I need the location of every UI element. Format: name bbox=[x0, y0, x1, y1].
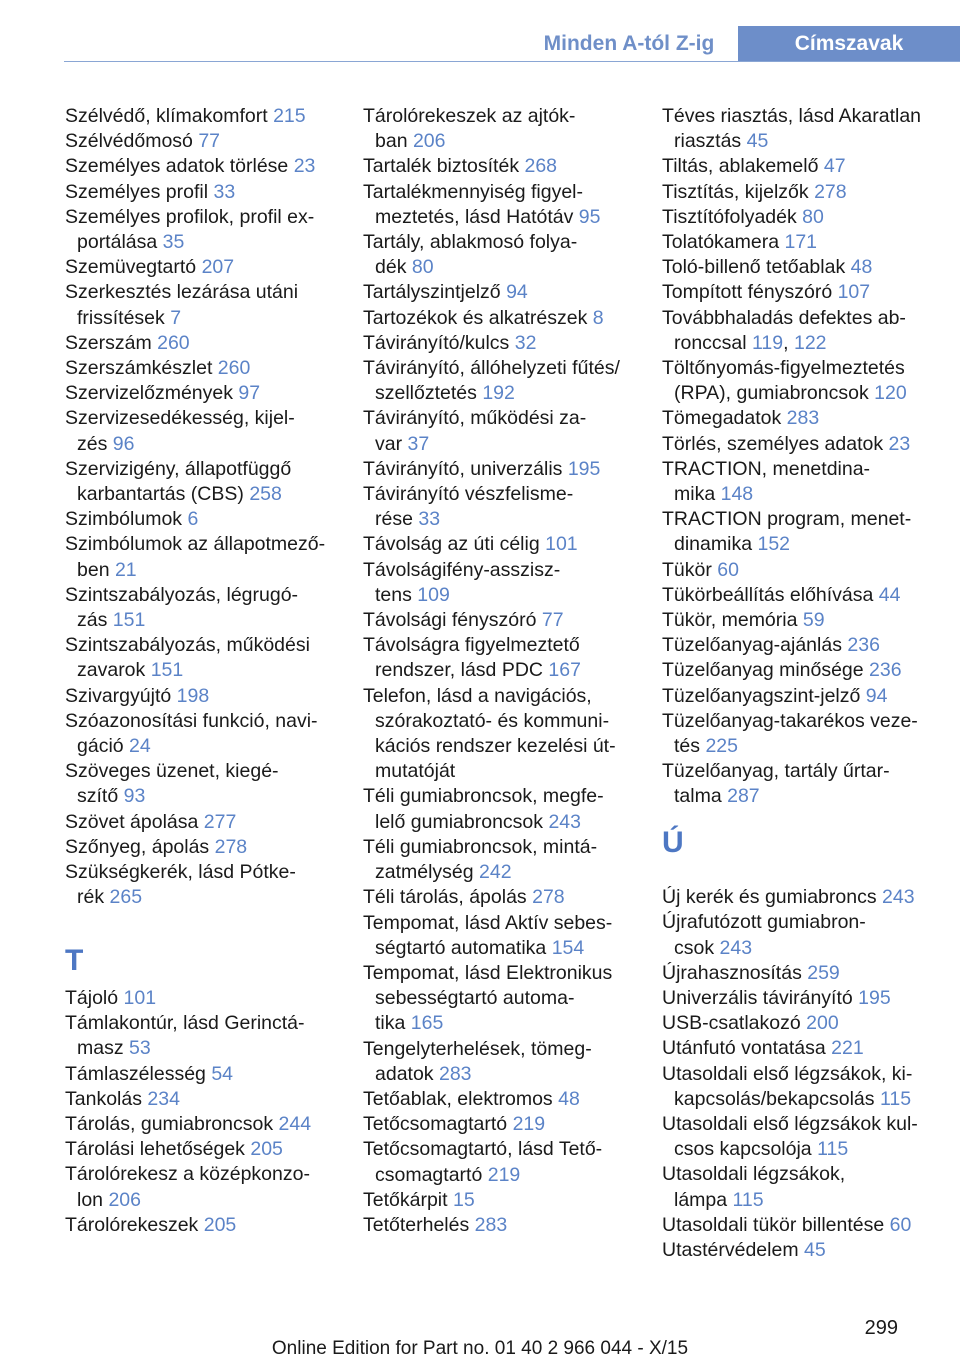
page-link[interactable]: 33 bbox=[213, 180, 236, 203]
index-entry bbox=[65, 759, 357, 809]
index-entry bbox=[65, 1011, 357, 1061]
index-term: Toló-billenő tetőablak bbox=[662, 256, 851, 279]
page-link[interactable]: 259 bbox=[807, 961, 840, 984]
index-entry bbox=[662, 1213, 954, 1238]
page-link[interactable]: 283 bbox=[474, 1213, 508, 1236]
page-link[interactable]: 37 bbox=[407, 432, 430, 455]
index-entry bbox=[363, 104, 655, 154]
page-number: 299 bbox=[864, 1317, 898, 1339]
page-link[interactable]: 192 bbox=[482, 382, 515, 405]
index-entry bbox=[363, 1188, 655, 1213]
index-entry bbox=[363, 532, 655, 557]
index-entry bbox=[65, 180, 357, 205]
page-link[interactable]: 96 bbox=[112, 432, 135, 455]
page-link[interactable]: 60 bbox=[717, 558, 739, 581]
index-term: Tartalékmennyiség figyel‐ meztetés, lásd Hatótáv bbox=[363, 180, 584, 228]
index-term: Tömegadatok bbox=[662, 407, 787, 430]
page-link[interactable]: 97 bbox=[238, 382, 261, 405]
page-link[interactable]: 221 bbox=[831, 1037, 864, 1060]
index-term: Telefon, lásd a navigációs, szórakoztató- és kommuni‐ kációs rendszer kezelési út‐ mutatóját bbox=[363, 684, 616, 783]
page-link[interactable]: 93 bbox=[123, 785, 146, 808]
index-entry bbox=[65, 331, 357, 356]
index-entry bbox=[662, 154, 954, 179]
index-term: Téli gumiabroncsok, megfe‐ lelő gumiabroncsok bbox=[363, 785, 604, 833]
page-link[interactable]: 195 bbox=[858, 987, 891, 1009]
index-entry bbox=[363, 1037, 655, 1087]
page-link[interactable]: 48 bbox=[558, 1087, 580, 1110]
index-term: Tükörbeállítás előhívása bbox=[662, 583, 879, 606]
page-link[interactable]: 45 bbox=[803, 1239, 826, 1262]
index-term: USB-csatlakozó bbox=[662, 1012, 807, 1035]
page-link[interactable]: 7 bbox=[170, 306, 182, 329]
index-entry bbox=[65, 860, 357, 910]
page-link[interactable]: 278 bbox=[532, 886, 565, 909]
page-link[interactable]: 243 bbox=[882, 886, 915, 909]
page-link[interactable]: 219 bbox=[487, 1163, 521, 1186]
header-rule bbox=[64, 61, 960, 62]
index-term: Újrafutózott gumiabron‐ csok bbox=[662, 911, 866, 959]
page-link[interactable]: 234 bbox=[147, 1087, 180, 1110]
index-term: Tisztítófolyadék bbox=[662, 205, 803, 228]
index-entry bbox=[65, 457, 357, 507]
page-link[interactable]: 120 bbox=[874, 382, 907, 405]
page-link[interactable]: 151 bbox=[112, 609, 146, 632]
page-link[interactable]: 77 bbox=[198, 130, 221, 153]
index-entry bbox=[65, 104, 357, 129]
index-term: Távirányító vészfelisme‐ rése bbox=[363, 483, 574, 531]
index-entry bbox=[363, 684, 655, 785]
index-term: TRACTION program, menet‐ dinamika bbox=[662, 508, 912, 556]
index-entry bbox=[363, 558, 655, 608]
page-link[interactable]: 154 bbox=[551, 936, 585, 959]
page-link[interactable]: 167 bbox=[548, 659, 581, 682]
index-entry bbox=[363, 180, 655, 230]
index-entry bbox=[65, 835, 357, 860]
index-term: Támlaszélesség bbox=[65, 1062, 212, 1085]
index-entry bbox=[662, 1011, 954, 1036]
index-entry bbox=[662, 1162, 954, 1212]
page-link[interactable]: 198 bbox=[176, 684, 210, 707]
index-term: Szövet ápolása bbox=[65, 810, 204, 833]
index-entry bbox=[662, 759, 954, 809]
index-entry bbox=[662, 709, 954, 759]
index-entry bbox=[662, 684, 954, 709]
index-entry bbox=[363, 835, 655, 885]
page-link[interactable]: 23 bbox=[888, 432, 911, 455]
page-link[interactable]: 244 bbox=[278, 1113, 312, 1136]
page-link[interactable]: 77 bbox=[541, 609, 564, 632]
index-entry bbox=[363, 1137, 655, 1187]
index-term: Támlakontúr, lásd Gerinctá‐ masz bbox=[65, 1012, 305, 1060]
index-entry bbox=[662, 457, 954, 507]
index-term: Törlés, személyes adatok bbox=[662, 432, 889, 455]
page-link[interactable]: 206 bbox=[108, 1188, 141, 1211]
index-entry bbox=[65, 381, 357, 406]
page-link[interactable]: 219 bbox=[512, 1113, 546, 1136]
page-link[interactable]: 21 bbox=[114, 558, 137, 581]
index-entry: Továbbhaladás defektes ab‐ ronccsal 119, 122 bbox=[662, 306, 906, 354]
index-term: Szerszám bbox=[65, 331, 158, 354]
page-link[interactable]: 278 bbox=[814, 180, 847, 203]
index-term: Tartozékok és alkatrészek bbox=[363, 306, 593, 329]
index-term: Személyes profil bbox=[65, 180, 214, 203]
index-entry bbox=[662, 1238, 954, 1263]
page-link[interactable]: 278 bbox=[214, 835, 248, 858]
page-link[interactable]: 47 bbox=[823, 155, 846, 178]
index-term: Utasoldali légzsákok, lámpa bbox=[662, 1163, 846, 1211]
index-term: Szőnyeg, ápolás bbox=[65, 835, 215, 858]
index-term: Téves riasztás, lásd Akaratlan riasztás bbox=[662, 105, 922, 153]
page-link[interactable]: 206 bbox=[412, 130, 446, 153]
page-link[interactable]: 24 bbox=[129, 735, 151, 758]
index-term: Távolságra figyelmeztető rendszer, lásd PDC bbox=[363, 634, 580, 682]
page-link[interactable]: 94 bbox=[865, 684, 888, 707]
index-term: Szervizelőzmények bbox=[65, 382, 239, 405]
index-entry bbox=[363, 911, 655, 961]
index-entry bbox=[65, 1112, 357, 1137]
index-entry bbox=[363, 1213, 655, 1238]
index-entry bbox=[662, 432, 954, 457]
page-link[interactable]: 32 bbox=[514, 331, 537, 354]
index-term: Tárolórekesz a középkonzo‐ lon bbox=[65, 1163, 310, 1211]
index-entry bbox=[363, 608, 655, 633]
page-link[interactable]: 260 bbox=[157, 331, 190, 354]
index-term: Tempomat, lásd Elektronikus sebességtartó automa‐ tika bbox=[363, 961, 613, 1035]
index-entry bbox=[65, 507, 357, 532]
page-link[interactable]: 236 bbox=[847, 634, 880, 657]
index-column-1 bbox=[65, 104, 357, 1238]
index-entry bbox=[662, 633, 954, 658]
index-entry bbox=[363, 406, 655, 456]
index-term: Tisztítás, kijelzők bbox=[662, 180, 815, 203]
index-column-2 bbox=[363, 104, 655, 1238]
index-entry bbox=[662, 583, 954, 608]
tab-index[interactable]: Minden A-tól Z-ig bbox=[543, 32, 715, 55]
index-entry bbox=[65, 684, 357, 709]
index-term: Utasoldali első légzsákok, ki‐ kapcsolás/bekapcsolás bbox=[662, 1062, 913, 1110]
index-term: Szélvédő, klímakomfort bbox=[65, 105, 274, 127]
index-term: Távolsági fényszóró bbox=[363, 609, 542, 632]
index-term: Tiltás, ablakemelő bbox=[662, 155, 824, 178]
page-link[interactable]: 109 bbox=[417, 583, 450, 606]
index-entry bbox=[65, 1213, 357, 1238]
index-entry bbox=[363, 961, 655, 1037]
index-term: Tartályszintjelző bbox=[363, 281, 507, 304]
index-term: Tolatókamera bbox=[662, 231, 785, 254]
page-link[interactable]: 258 bbox=[249, 483, 282, 506]
index-entry bbox=[662, 230, 954, 255]
index-entry bbox=[65, 1062, 357, 1087]
index-entry bbox=[662, 910, 954, 960]
page-link[interactable]: 45 bbox=[746, 130, 769, 153]
index-entry bbox=[662, 205, 954, 230]
page-link[interactable]: 171 bbox=[784, 231, 818, 254]
index-column-3 bbox=[662, 104, 954, 1263]
index-entry bbox=[65, 129, 357, 154]
index-entry bbox=[363, 230, 655, 280]
page-link[interactable]: 53 bbox=[129, 1037, 151, 1060]
index-entry bbox=[65, 1137, 357, 1162]
page-link[interactable]: 242 bbox=[479, 861, 512, 884]
index-entry bbox=[662, 406, 954, 431]
index-term: Továbbhaladás defektes ab‐ ronccsal bbox=[662, 306, 906, 354]
index-term: Tetőkárpit bbox=[363, 1188, 453, 1211]
index-entry bbox=[65, 583, 357, 633]
index-entry bbox=[363, 784, 655, 834]
index-entry bbox=[363, 280, 655, 305]
index-term: Távolság az úti célig bbox=[363, 533, 546, 556]
index-entry bbox=[662, 885, 954, 910]
index-entry bbox=[662, 180, 954, 205]
index-term: Új kerék és gumiabroncs bbox=[662, 886, 883, 909]
index-term: Téli gumiabroncsok, mintá‐ zatmélység bbox=[363, 835, 598, 884]
page-link[interactable]: 268 bbox=[524, 155, 558, 178]
index-term: Tüzelőanyag-takarékos veze‐ tés bbox=[662, 709, 918, 758]
page-link[interactable]: 243 bbox=[548, 810, 581, 833]
page-link[interactable]: 101 bbox=[123, 987, 157, 1009]
page-link[interactable]: 265 bbox=[109, 886, 143, 909]
index-term: Tetőcsomagtartó bbox=[363, 1113, 513, 1136]
page-link[interactable]: 107 bbox=[837, 281, 871, 304]
index-entry bbox=[662, 1036, 954, 1061]
index-entry bbox=[363, 885, 655, 910]
index-entry bbox=[662, 356, 954, 406]
index-term: Szerkesztés lezárása utáni frissítések bbox=[65, 281, 299, 329]
index-term: Tükör, memória bbox=[662, 609, 803, 632]
section-letter-heading: Ú bbox=[662, 825, 684, 859]
page-link[interactable]: 283 bbox=[438, 1062, 472, 1085]
index-entry bbox=[662, 280, 954, 305]
page-link[interactable]: 95 bbox=[578, 205, 601, 228]
index-term: Szöveges üzenet, kiegé‐ szítő bbox=[65, 760, 279, 808]
index-entry bbox=[662, 986, 954, 1011]
index-term: Szivargyújtó bbox=[65, 684, 177, 707]
index-term: Újrahasznosítás bbox=[662, 961, 808, 984]
index-entry bbox=[662, 558, 954, 583]
index-term: Távirányító/kulcs bbox=[363, 331, 515, 354]
index-term: Tartalék biztosíték bbox=[363, 155, 525, 178]
index-entry bbox=[65, 986, 357, 1011]
index-entry bbox=[65, 205, 357, 255]
footer-edition: Online Edition for Part no. 01 40 2 966 044 - X/15 bbox=[271, 1338, 689, 1359]
index-entry bbox=[662, 104, 954, 154]
index-term: Téli tárolás, ápolás bbox=[363, 886, 533, 909]
index-entry bbox=[65, 356, 357, 381]
page-link[interactable]: 59 bbox=[802, 609, 825, 632]
index-term: Tempomat, lásd Aktív sebes‐ ségtartó automatika bbox=[363, 911, 613, 959]
page-link[interactable]: 283 bbox=[786, 407, 820, 430]
page-link[interactable]: 277 bbox=[203, 810, 237, 833]
index-entry bbox=[662, 608, 954, 633]
index-term: Tükör bbox=[662, 558, 718, 581]
page-link[interactable]: 60 bbox=[889, 1213, 912, 1236]
page-link[interactable]: 8 bbox=[592, 306, 604, 329]
index-term: Szélvédőmosó bbox=[65, 130, 199, 153]
page-link[interactable]: 236 bbox=[869, 659, 902, 682]
index-term: TRACTION, menetdina‐ mika bbox=[662, 457, 871, 506]
index-term: Személyes profilok, profil ex‐ portálása bbox=[65, 205, 315, 254]
index-term: Tartály, ablakmosó folya‐ dék bbox=[363, 231, 578, 279]
index-term: Univerzális távirányító bbox=[662, 987, 859, 1009]
index-term: Tüzelőanyag, tartály űrtar‐ talma bbox=[662, 760, 890, 808]
index-term: Szerszámkészlet bbox=[65, 357, 218, 380]
page-link[interactable]: 260 bbox=[217, 357, 251, 380]
index-entry bbox=[65, 154, 357, 179]
index-entry bbox=[363, 1087, 655, 1112]
page-link[interactable]: 35 bbox=[162, 231, 185, 254]
index-term: Távirányító, működési za‐ var bbox=[363, 407, 587, 455]
page-link[interactable]: 94 bbox=[506, 281, 528, 304]
page-link[interactable]: 119 bbox=[752, 331, 784, 354]
index-term: Tankolás bbox=[65, 1087, 148, 1110]
index-entry bbox=[662, 961, 954, 986]
index-entry bbox=[65, 280, 357, 330]
page-link[interactable]: 152 bbox=[757, 533, 791, 556]
page-link[interactable]: 200 bbox=[806, 1012, 839, 1035]
index-entry bbox=[363, 306, 655, 331]
page-link[interactable]: 6 bbox=[187, 508, 199, 531]
index-entry bbox=[662, 1062, 954, 1112]
index-entry bbox=[662, 1112, 954, 1162]
index-term: Szervizigény, állapotfüggő karbantartás (CBS) bbox=[65, 457, 292, 506]
index-term: Tüzelőanyag-ajánlás bbox=[662, 634, 848, 657]
index-term: Távolságifény-asszisz‐ tens bbox=[363, 558, 561, 606]
page-link[interactable]: 205 bbox=[203, 1213, 237, 1236]
index-term: Tetőablak, elektromos bbox=[363, 1087, 559, 1110]
page-link[interactable]: 80 bbox=[802, 205, 824, 228]
page-link[interactable]: 115 bbox=[879, 1087, 912, 1110]
page-link[interactable]: 54 bbox=[211, 1062, 234, 1085]
index-entry bbox=[363, 633, 655, 683]
index-term: Szintszabályozás, működési zavarok bbox=[65, 634, 310, 682]
index-entry bbox=[65, 1162, 357, 1212]
page-link[interactable]: 225 bbox=[705, 735, 738, 758]
page-link[interactable]: 122 bbox=[793, 331, 827, 354]
index-entry bbox=[363, 331, 655, 356]
index-term: Szimbólumok az állapotmező‐ ben bbox=[65, 533, 326, 581]
page-link[interactable]: 101 bbox=[545, 533, 578, 556]
page-link[interactable]: 23 bbox=[293, 155, 316, 178]
index-entry bbox=[65, 532, 357, 582]
index-term: Utasoldali tükör billentése bbox=[662, 1213, 890, 1236]
page-link[interactable]: 215 bbox=[273, 105, 306, 127]
index-entry bbox=[662, 255, 954, 280]
page-link[interactable]: 205 bbox=[250, 1138, 283, 1161]
page-link[interactable]: 148 bbox=[720, 483, 754, 506]
index-term: Távirányító, állóhelyzeti fűtés/ szellőztetés bbox=[363, 357, 620, 405]
page-link[interactable]: 165 bbox=[410, 1012, 444, 1035]
index-term: Szemüvegtartó bbox=[65, 256, 202, 279]
index-term: Szintszabályozás, légrugó‐ zás bbox=[65, 583, 299, 632]
page-link[interactable]: 287 bbox=[727, 785, 760, 808]
page-link[interactable]: 207 bbox=[201, 256, 235, 279]
page-link[interactable]: 151 bbox=[150, 659, 184, 682]
index-term: Szóazonosítási funkció, navi‐ gáció bbox=[65, 709, 318, 758]
page-link[interactable]: 44 bbox=[878, 583, 901, 606]
index-term: Szervizesedékesség, kijel‐ zés bbox=[65, 407, 295, 455]
index-term: Tüzelőanyagszint-jelző bbox=[662, 684, 866, 707]
index-term: Tengelyterhelések, tömeg‐ adatok bbox=[363, 1037, 592, 1085]
index-entry bbox=[363, 154, 655, 179]
index-term: Tárolórekeszek az ajtók‐ ban bbox=[363, 105, 576, 153]
tab-keywords-active[interactable]: Címszavak bbox=[738, 26, 960, 62]
index-term: Tárolás, gumiabroncsok bbox=[65, 1113, 279, 1136]
page-link[interactable]: 48 bbox=[850, 256, 873, 279]
index-term: Töltőnyomás-figyelmeztetés (RPA), gumiabroncsok bbox=[662, 357, 905, 405]
page-link[interactable]: 195 bbox=[567, 457, 601, 480]
page-link[interactable]: 33 bbox=[418, 508, 441, 531]
index-entry bbox=[65, 406, 357, 456]
page-link[interactable]: 115 bbox=[817, 1138, 849, 1161]
index-term: Szimbólumok bbox=[65, 508, 188, 531]
index-term: Tájoló bbox=[65, 987, 124, 1009]
page-link[interactable]: 243 bbox=[719, 936, 753, 959]
index-entry bbox=[662, 507, 954, 557]
index-entry bbox=[363, 1112, 655, 1137]
index-entry bbox=[662, 658, 954, 683]
index-entry bbox=[65, 709, 357, 759]
index-term: Tompított fényszóró bbox=[662, 281, 838, 304]
page-link[interactable]: 80 bbox=[411, 256, 434, 279]
index-term: Távirányító, univerzális bbox=[363, 457, 568, 480]
page-link[interactable]: 15 bbox=[452, 1188, 475, 1211]
index-entry bbox=[363, 356, 655, 406]
section-letter-heading: T bbox=[65, 943, 84, 977]
index-term: Utastérvédelem bbox=[662, 1239, 804, 1262]
index-term: Tárolórekeszek bbox=[65, 1213, 204, 1236]
index-entry bbox=[65, 1087, 357, 1112]
index-term: Tárolási lehetőségek bbox=[65, 1138, 251, 1161]
index-entry bbox=[65, 255, 357, 280]
index-entry bbox=[363, 482, 655, 532]
page-link[interactable]: 115 bbox=[732, 1188, 764, 1211]
index-entry bbox=[363, 457, 655, 482]
index-term: Tetőcsomagtartó, lásd Tető‐ csomagtartó bbox=[363, 1138, 603, 1186]
index-term: Szükségkerék, lásd Pótke‐ rék bbox=[65, 861, 296, 909]
index-entry bbox=[65, 633, 357, 683]
index-entry bbox=[65, 810, 357, 835]
index-term: Tüzelőanyag minősége bbox=[662, 659, 870, 682]
index-term: Utánfutó vontatása bbox=[662, 1037, 832, 1060]
index-term: Utasoldali első légzsákok kul‐ csos kapcsolója bbox=[662, 1113, 918, 1161]
index-term: Személyes adatok törlése bbox=[65, 155, 294, 178]
index-term: Tetőterhelés bbox=[363, 1213, 475, 1236]
